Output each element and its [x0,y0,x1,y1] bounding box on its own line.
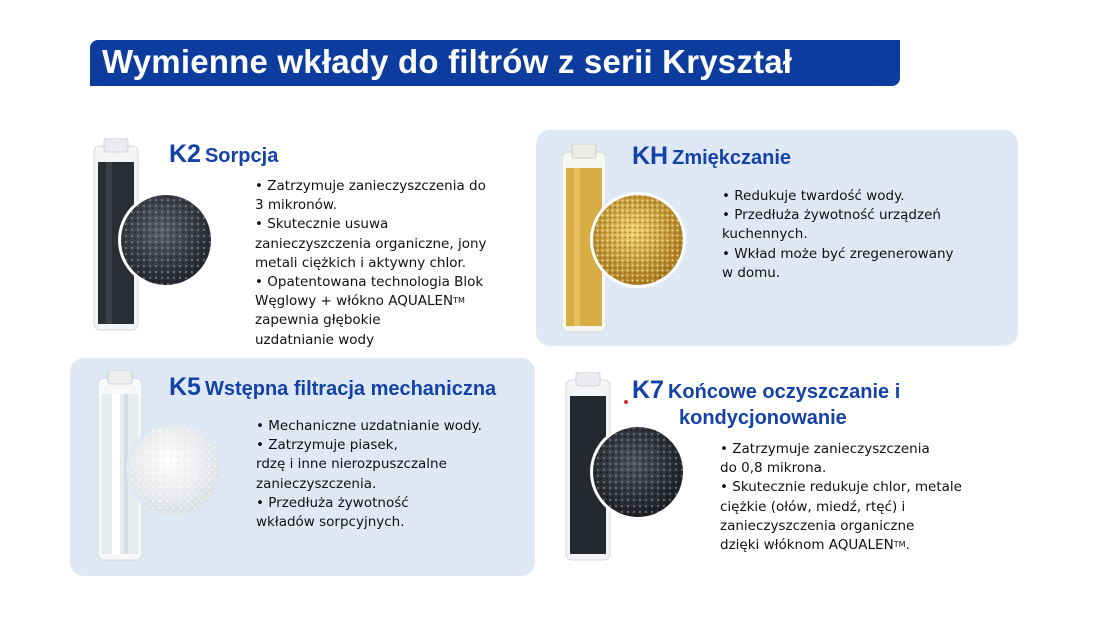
k7-line-3: • Skutecznie redukuje chlor, metale [720,479,962,496]
k7-name-line2: kondycjonowanie [679,407,847,429]
kh-cartridge-image [556,144,688,334]
k2-name: Sorpcja [204,145,279,167]
k7-heading [632,376,900,405]
k7-line-6-text: dzięki włóknom AQUALEN [720,537,894,554]
k5-heading [169,373,496,402]
page-title: Wymienne wkłady do filtrów z serii Kryształ [102,43,793,80]
k7-tm: TM [893,540,906,550]
kh-line-4: • Wkład może być zregenerowany [722,245,954,262]
title-banner [90,40,900,86]
kh-bullet-list [722,187,954,283]
kh-line-3: kuchennych. [722,226,808,243]
kh-line-2: • Przedłuża żywotność urządzeń [722,207,941,224]
red-dot-marker [624,400,628,404]
k5-line-5: • Przedłuża żywotność [256,494,409,511]
k7-line-2: do 0,8 mikrona. [720,460,827,477]
k5-line-1: • Mechaniczne uzdatnianie wody. [256,418,482,434]
k2-line-9: uzdatnianie wody [255,331,375,348]
k2-line-7-text: Węglowy + włókno AQUALEN [255,293,454,310]
k2-line-2: 3 mikronów. [255,197,338,214]
k2-heading [169,140,278,169]
k5-line-6: wkładów sorpcyjnych. [256,514,405,531]
kh-line-1: • Redukuje twardość wody. [722,188,905,204]
k2-line-8: zapewnia głębokie [255,312,381,329]
k5-bullet-list [256,417,482,532]
k2-bullet-list [255,177,487,350]
k7-line-6 [720,536,962,555]
k5-line-2: • Zatrzymuje piasek, [256,437,398,454]
k2-line-4: zanieczyszczenia organiczne, jony [255,235,487,252]
k2-line-1: • Zatrzymuje zanieczyszczenia do [255,178,486,194]
k2-tm: TM [453,296,465,306]
k5-name: Wstępna filtracja mechaniczna [204,378,497,400]
k2-line-5: metali ciężkich i aktywny chlor. [255,254,467,271]
k5-line-3: rdzę i inne nierozpuszczalne [256,456,447,473]
k7-line-1: • Zatrzymuje zanieczyszczenia [720,441,930,457]
kh-heading [632,142,791,171]
k2-line-7 [255,292,487,311]
kh-line-5: w domu. [722,264,781,281]
k7-line-4: ciężkie (ołów, miedź, rtęć) i [720,498,906,515]
k7-heading-line2 [679,407,847,430]
k5-code: K5 [169,373,201,401]
k2-line-3: • Skutecznie usuwa [255,216,389,233]
kh-code: KH [632,142,669,170]
k2-code: K2 [169,140,201,168]
k2-line-6: • Opatentowana technologia Blok [255,274,484,291]
k7-name-line1: Końcowe oczyszczanie i [667,381,901,403]
k7-code: K7 [632,376,664,404]
k7-bullet-list [720,440,962,555]
kh-name: Zmiękczanie [672,147,792,169]
k7-tm-suffix: . [905,537,910,554]
k5-line-4: zanieczyszczenia. [256,475,377,492]
k7-line-5: zanieczyszczenia organiczne [720,517,915,534]
